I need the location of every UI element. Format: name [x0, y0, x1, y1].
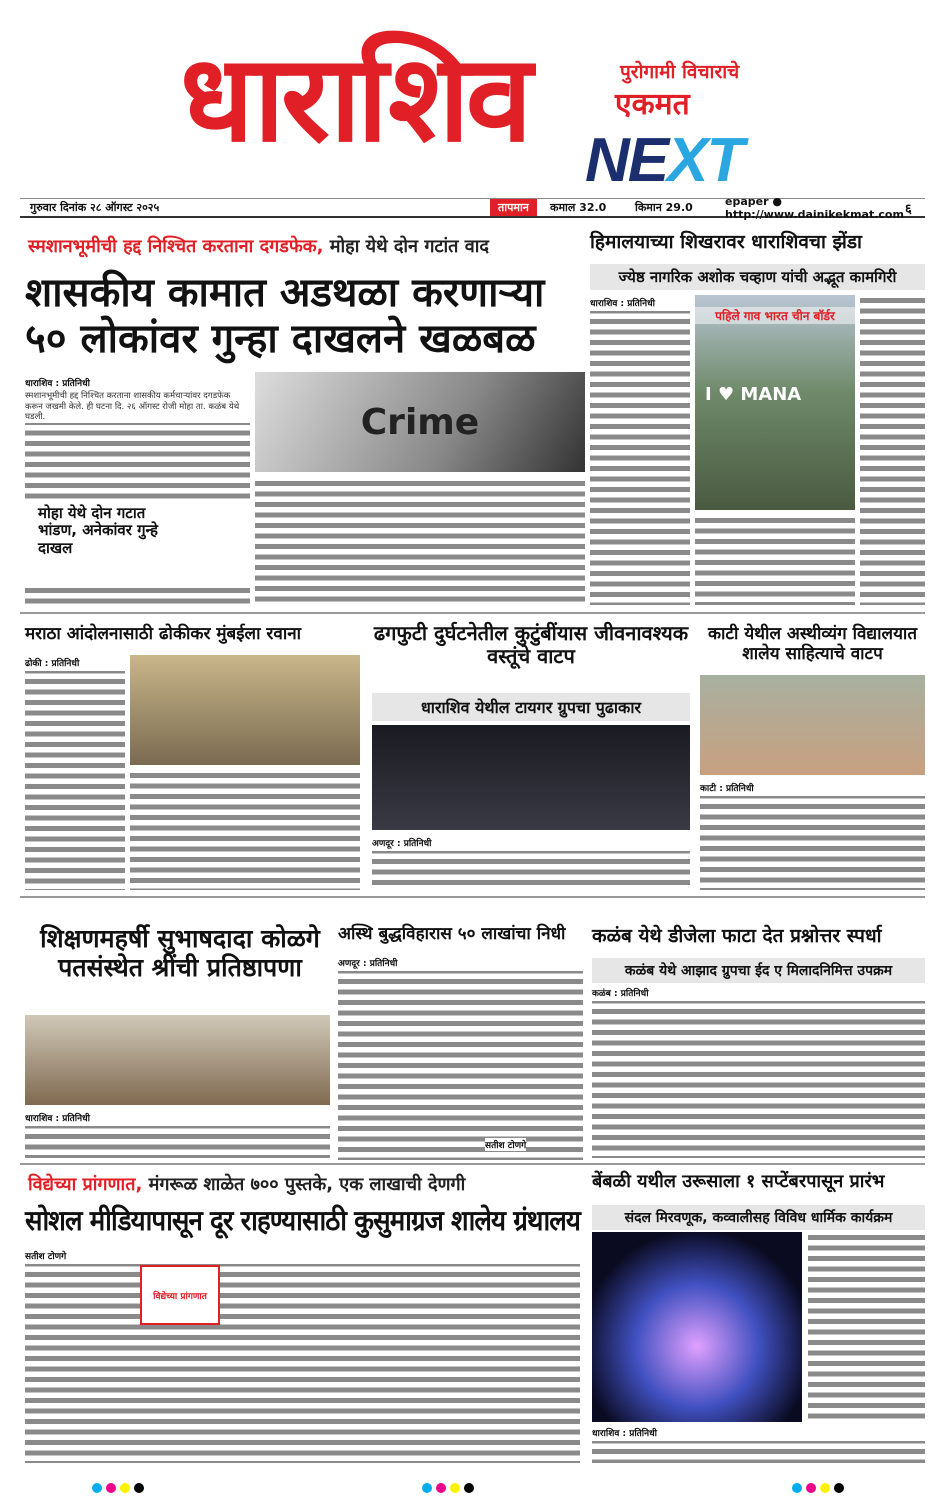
mana-sign: I ♥ MANA	[705, 384, 802, 405]
masthead-tagline: पुरोगामी विचाराचे	[620, 61, 740, 83]
kolge-body	[25, 1110, 330, 1158]
temperature-label: तापमान	[490, 199, 537, 216]
temp-max: कमाल 32.0	[550, 201, 607, 214]
kati-photo	[700, 675, 925, 775]
divider	[20, 1163, 925, 1165]
bembali-photo	[592, 1232, 802, 1422]
library-logo: विद्येच्या प्रांगणात	[140, 1265, 220, 1325]
info-bar	[20, 194, 925, 221]
edition-logo	[585, 125, 742, 196]
kicker-red: विद्येच्या प्रांगणात,	[28, 1174, 143, 1195]
lead-body-3	[25, 585, 250, 605]
maratha-photo	[130, 655, 360, 765]
buddha-signoff: सतीश टोणगे	[485, 1138, 526, 1151]
byline: कळंब : प्रतिनिधी	[592, 985, 925, 1001]
library-kicker	[28, 1172, 465, 1196]
himalaya-photo	[695, 295, 855, 510]
divider	[20, 612, 925, 614]
byline: धाराशिव : प्रतिनिधी	[25, 375, 250, 391]
buddha-body	[338, 955, 583, 1160]
lead-sidebox: मोहा येथे दोन गटात भांडण, अनेकांवर गुन्हे दाखल	[38, 504, 159, 557]
lead-body	[25, 375, 250, 500]
lead-kicker	[28, 234, 489, 258]
byline: धाराशिव : प्रतिनिधी	[590, 295, 690, 311]
kati-body	[700, 780, 925, 890]
himalaya-body	[590, 295, 690, 605]
epaper-link[interactable]: epaper ● http://www.dainikekmat.com	[725, 194, 904, 221]
masthead-title: धाराशिव	[180, 30, 529, 169]
byline: काटी : प्रतिनिधी	[700, 780, 925, 796]
kalamb-sub: कळंब येथे आझाद ग्रुपचा ईद ए मिलादनिमित्त उपक्रम	[592, 958, 925, 983]
bembali-headline: बेंबळी यथील उरूसाला १ सप्टेंबरपासून प्रारंभ	[592, 1171, 885, 1192]
byline: सतीश टोणगे	[25, 1248, 580, 1264]
kolge-photo	[25, 1015, 330, 1105]
lead-headline: शासकीय कामात अडथळा करणाऱ्या ५० लोकांवर गुन्हा दाखलने खळबळ	[25, 270, 545, 362]
kicker-text: मोहा येथे दोन गटांत वाद	[323, 236, 489, 257]
himalaya-headline: हिमालयाच्या शिखरावर धाराशिवचा झेंडा	[590, 231, 862, 253]
bembali-body-2	[592, 1425, 925, 1463]
tiger-sub: धाराशिव येथील टायगर ग्रुपचा पुढाकार	[372, 693, 690, 721]
print-registration-dots	[90, 1478, 146, 1497]
brand-name: एकमत	[615, 87, 690, 122]
tiger-photo	[372, 725, 690, 830]
maratha-body	[25, 655, 125, 890]
photo-caption: पहिले गाव भारत चीन बॉर्डर	[695, 307, 855, 324]
byline: धाराशिव : प्रतिनिधी	[592, 1425, 925, 1441]
edition-a: NE	[585, 126, 668, 195]
lead-photo: Crime	[255, 372, 585, 472]
edition-b: XT	[667, 126, 743, 195]
print-registration-dots	[790, 1478, 846, 1497]
himalaya-sub: ज्येष्ठ नागरिक अशोक चव्हाण यांची अद्भूत कामगिरी	[590, 264, 925, 290]
maratha-headline: मराठा आंदोलनासाठी ढोकीकर मुंबईला रवाना	[25, 624, 302, 644]
maratha-body-2	[130, 770, 360, 890]
bembali-body	[808, 1232, 925, 1422]
print-registration-dots	[420, 1478, 476, 1497]
kolge-headline: शिक्षणमहर्षी सुभाषदादा कोळगे पतसंस्थेत श्रींची प्रतिष्ठापणा	[40, 924, 320, 982]
byline: ढोकी : प्रतिनिधी	[25, 655, 125, 671]
byline: अणदूर : प्रतिनिधी	[372, 835, 690, 851]
kicker-text: मंगरूळ शाळेत ७०० पुस्तके, एक लाखाची देणगी	[142, 1174, 466, 1195]
lead-body-2	[255, 478, 585, 603]
himalaya-body-3	[695, 515, 855, 605]
issue-date: गुरुवार दिनांक २८ ऑगस्ट २०२५	[30, 201, 160, 214]
page-number: ६	[905, 201, 912, 217]
tiger-body	[372, 835, 690, 890]
library-body	[25, 1248, 580, 1463]
buddha-headline: अस्थि बुद्धविहारास ५० लाखांचा निधी	[338, 924, 566, 944]
kalamb-body	[592, 985, 925, 1158]
divider	[20, 896, 925, 898]
tiger-headline: ढगफुटी दुर्घटनेतील कुटुंबींयास जीवनावश्यक वस्तूंचे वाटप	[373, 621, 689, 668]
temp-min: किमान 29.0	[635, 201, 693, 214]
kati-headline: काटी येथील अस्थीव्यंग विद्यालयात शालेय साहित्याचे वाटप	[707, 624, 918, 664]
library-headline: सोशल मीडियापासून दूर राहण्यासाठी कुसुमाग्रज शालेय ग्रंथालय	[25, 1204, 580, 1237]
himalaya-body-2	[860, 295, 925, 605]
paragraph: स्मशानभूमीची हद्द निश्चित करताना शासकीय कर्मचाऱ्यांवर दगडफेक करून जखमी केले. ही घटना दि. २६ ऑगस्ट रोजी मोहा ता. कळंब येथे घडली.	[25, 391, 250, 423]
kicker-red: स्मशानभूमीची हद्द निश्चित करताना दगडफेक,	[28, 236, 324, 257]
kalamb-headline: कळंब येथे डीजेला फाटा देत प्रश्नोत्तर स्पर्धा	[592, 925, 882, 947]
bembali-sub: संदल मिरवणूक, कव्वालीसह विविध धार्मिक कार्यक्रम	[592, 1205, 925, 1230]
byline: धाराशिव : प्रतिनिधी	[25, 1110, 330, 1126]
library-headline-box	[25, 1205, 580, 1245]
byline: अणदूर : प्रतिनिधी	[338, 955, 583, 971]
